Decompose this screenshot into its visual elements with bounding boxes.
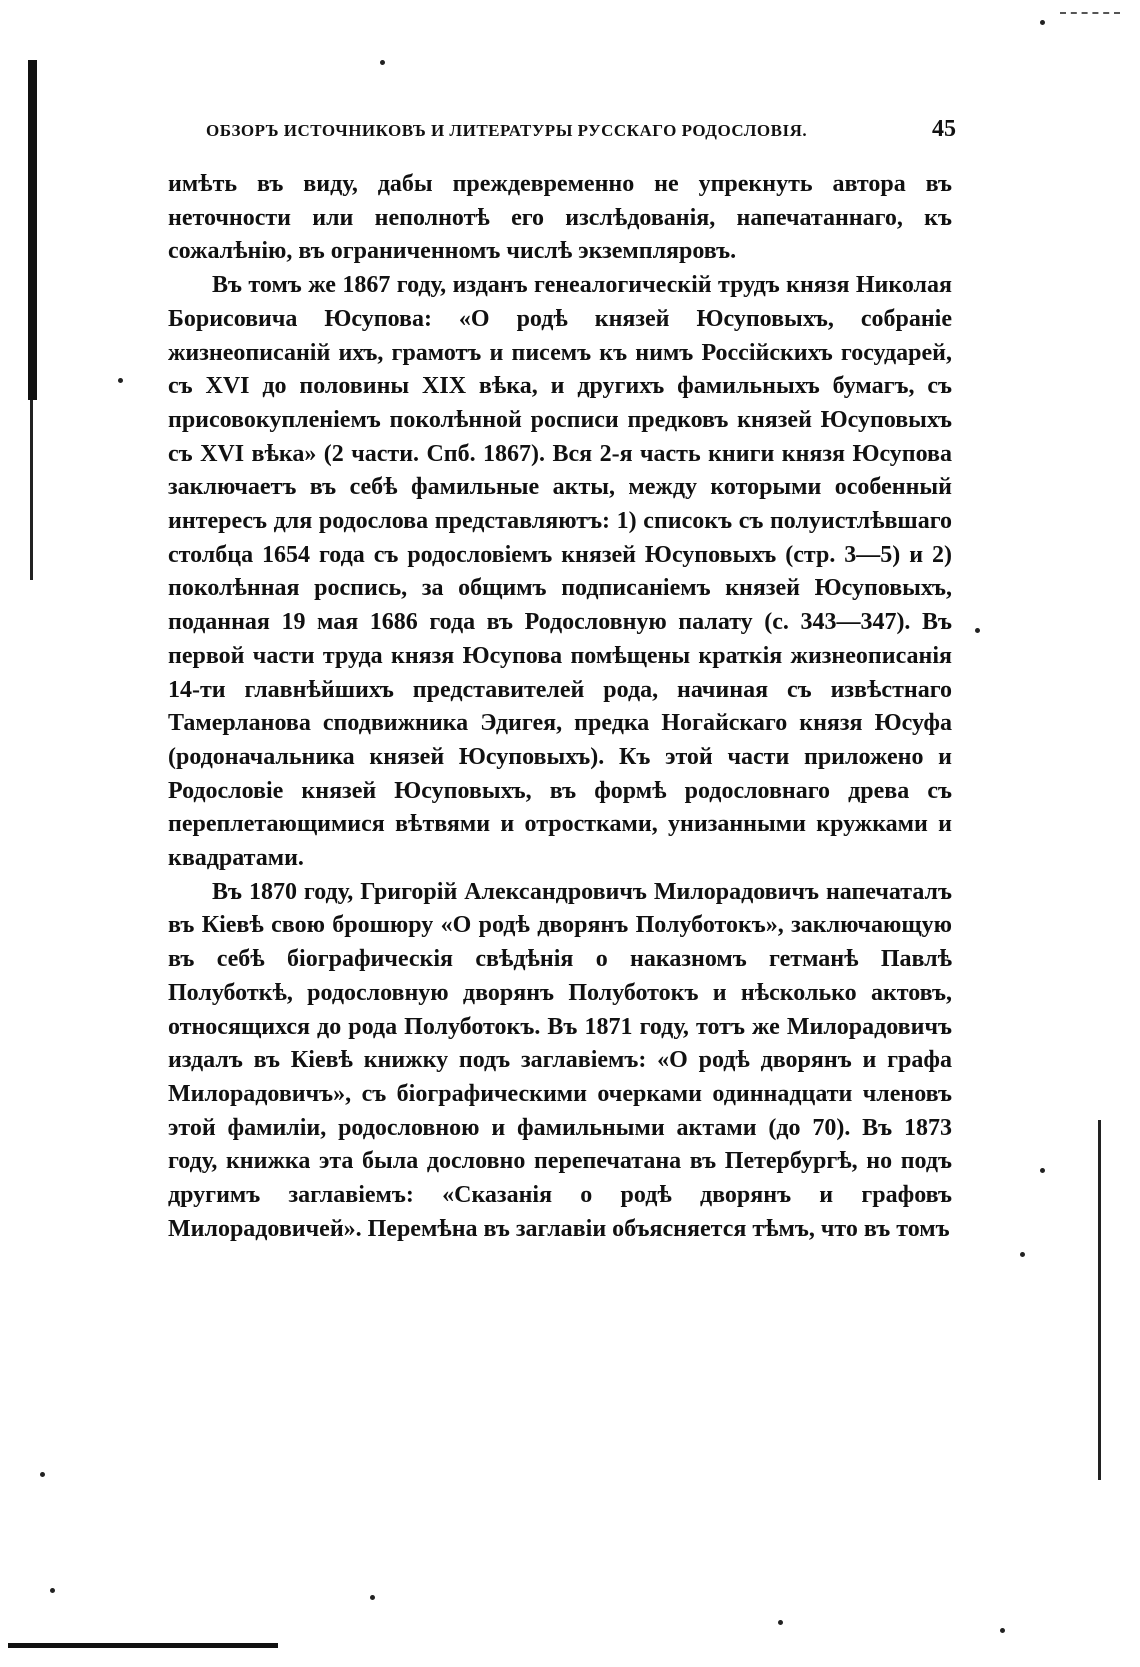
running-title: ОБЗОРЪ ИСТОЧНИКОВЪ И ЛИТЕРАТУРЫ РУССКАГО РОДОСЛОВІЯ.: [206, 121, 808, 140]
paragraph-yusupov: Въ томъ же 1867 году, изданъ генеалогическій трудъ князя Николая Борисовича Юсупова: «О родѣ князей Юсуповыхъ, собраніе жизнеописаній ихъ, грамотъ и писемъ къ нимъ Россійскихъ государей, съ XVI до половины XIX вѣка, и другихъ фамильныхъ бумагъ, съ присовокупленіемъ поколѣнной росписи предковъ князей Юсуповыхъ съ XVI вѣка» (2 части. Спб. 1867). Вся 2-я часть книги князя Юсупова заключаетъ въ себѣ фамильные акты, между которыми особенный интересъ для родослова представляютъ: 1) списокъ съ полуистлѣвшаго столбца 1654 года съ родословіемъ князей Юсуповыхъ (стр. 3—5) и 2) поколѣнная роспись, за общимъ подписаніемъ князей Юсуповыхъ, поданная 19 мая 1686 года въ Родословную палату (с. 343—347). Въ первой части труда князя Юсупова помѣщены краткія жизнеописанія 14-ти главнѣйшихъ представителей рода, начиная съ извѣстнаго Тамерланова сподвижника Эдигея, предка Ногайскаго князя Юсуфа (родоначальника князей Юсуповыхъ). Къ этой части приложено и Родословіе князей Юсуповыхъ, въ формѣ родословнаго древа съ переплетающимися вѣтвями и отростками, унизанными кружками и квадратами.: [168, 272, 952, 872]
scan-speck: [1000, 1628, 1005, 1633]
scan-speck: [1040, 1168, 1045, 1173]
scan-speck: [1020, 1252, 1025, 1257]
scan-edge-artifact: [1060, 12, 1120, 16]
scan-speck: [1040, 20, 1045, 25]
scan-speck: [50, 1588, 55, 1593]
scan-edge-artifact: [1098, 1120, 1101, 1480]
scan-edge-artifact: [8, 1643, 278, 1648]
scan-speck: [40, 1472, 45, 1477]
scan-edge-artifact: [28, 60, 37, 400]
paragraph-miloradovich: Въ 1870 году, Григорій Александровичъ Милорадовичъ напечаталъ въ Кіевѣ свою брошюру «О родѣ дворянъ Полуботокъ», заключающую въ себѣ біографическія свѣдѣнія о наказномъ гетманѣ Павлѣ Полуботкѣ, родословную дворянъ Полуботокъ и нѣсколько актовъ, относящихся до рода Полуботокъ. Въ 1871 году, тотъ же Милорадовичъ издалъ въ Кіевѣ книжку подъ заглавіемъ: «О родѣ дворянъ и графа Милорадовичъ», съ біографическими очерками одиннадцати членовъ этой фамиліи, родословною и фамильными актами (до 70). Въ 1873 году, книжка эта была дословно перепечатана въ Петербургѣ, но подъ другимъ заглавіемъ: «Сказанія о родѣ дворянъ и графовъ Милорадовичей». Перемѣна въ заглавіи объясняется тѣмъ, что въ томъ: [168, 878, 952, 1242]
scan-speck: [380, 60, 385, 65]
scan-speck: [370, 1595, 375, 1600]
running-head: [206, 116, 956, 148]
scan-speck: [975, 628, 980, 633]
body-text: [168, 168, 952, 1247]
scan-speck: [778, 1620, 783, 1625]
page-number: 45: [932, 116, 956, 142]
scan-edge-artifact: [30, 400, 33, 580]
scan-speck: [118, 378, 123, 383]
paragraph-continuation: имѣть въ виду, дабы преждевременно не упрекнуть автора въ неточности или неполнотѣ его изслѣдованія, напечатаннаго, къ сожалѣнію, въ ограниченномъ числѣ экземпляровъ.: [168, 171, 952, 265]
